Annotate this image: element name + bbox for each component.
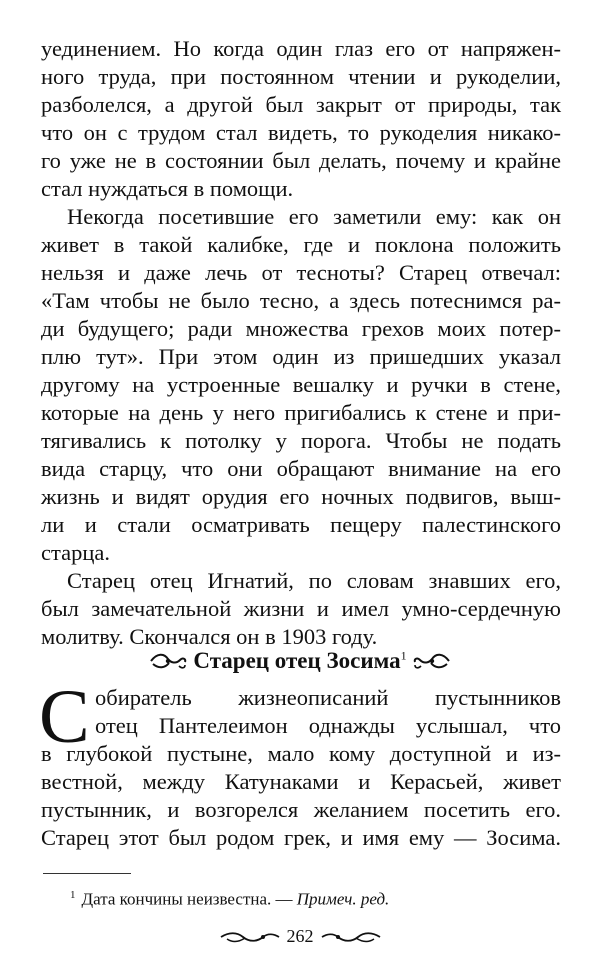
text-line: вестной, между Катунаками и Керасьей, живет [41,769,561,794]
text-line: Старец этот был родом грек, и имя ему — Зосима. [41,825,561,850]
text-line: отец Пантелеимон однажды услышал, что [95,713,561,738]
right-ornament-icon [413,650,451,672]
text-line: пустынник, и возгорелся желанием посетить его. [41,797,561,822]
text-line: в глубокой пустыне, мало кому доступной и из- [41,741,561,766]
text-line: живет в такой калибке, где и поклона положить [41,232,561,257]
text-line: разболелся, а другой был закрыт от природы, так [41,92,561,117]
text-line: жизнь и видят орудия его ночных подвигов, выш- [41,484,561,509]
text-line: молитву. Скончался он в 1903 году. [41,624,378,649]
text-line: ного труда, при постоянном чтении и рукоделии, [41,64,561,89]
text-line: Некогда посетившие его заметили ему: как он [67,204,561,229]
text-line: вида старцу, что они обращают внимание на его [41,456,561,481]
text-line: старца. [41,540,110,565]
text-line: которые на день у него пригибались к стене и при- [41,400,561,425]
text-line: другому на устроенные вешалку и ручки в стене, [41,372,561,397]
footnote-reference: 1 [400,648,407,663]
page-number-left-ornament-icon [219,930,281,944]
page-number: 262 [286,926,314,946]
text-line: плю тут». При этом один из пришедших указал [41,344,561,369]
left-ornament-icon [149,650,187,672]
text-line: обиратель жизнеописаний пустынников [95,685,561,710]
text-line: был замечательной жизни и имел умно-сердечную [41,596,561,621]
text-line: ли и стали осматривать пещеру палестинского [41,512,561,537]
footnote-editor-note: Примеч. ред. [296,889,390,909]
text-line: уединением. Но когда один глаз его от напряжен- [41,36,561,61]
text-line: ди будущего; ради множества грехов моих потер- [41,316,561,341]
text-line: стал нуждаться в помощи. [41,176,294,201]
text-line: Старец отец Игнатий, по словам знавших его, [67,568,561,593]
text-line: нельзя и даже лечь от тесноты? Старец отвечал: [41,260,561,285]
footnote [70,884,389,911]
page-number-footer [0,926,600,947]
text-line: что он с трудом стал видеть, то рукоделия никако- [41,120,561,145]
footnote-divider [43,873,131,874]
section-heading [0,641,600,681]
text-line: тягивались к потолку у порога. Чтобы не подать [41,428,561,453]
footnote-text: Дата кончины неизвестна. — [81,889,297,909]
section-title-text: Старец отец Зосима [193,648,401,673]
text-line: «Там чтобы не было тесно, а здесь потеснимся ра- [41,288,561,313]
drop-cap: С [39,675,90,759]
footnote-mark: 1 [70,889,76,901]
section-title [193,648,406,674]
page-number-right-ornament-icon [320,930,382,944]
text-line: го уже не в состоянии был делать, почему и крайне [41,148,561,173]
